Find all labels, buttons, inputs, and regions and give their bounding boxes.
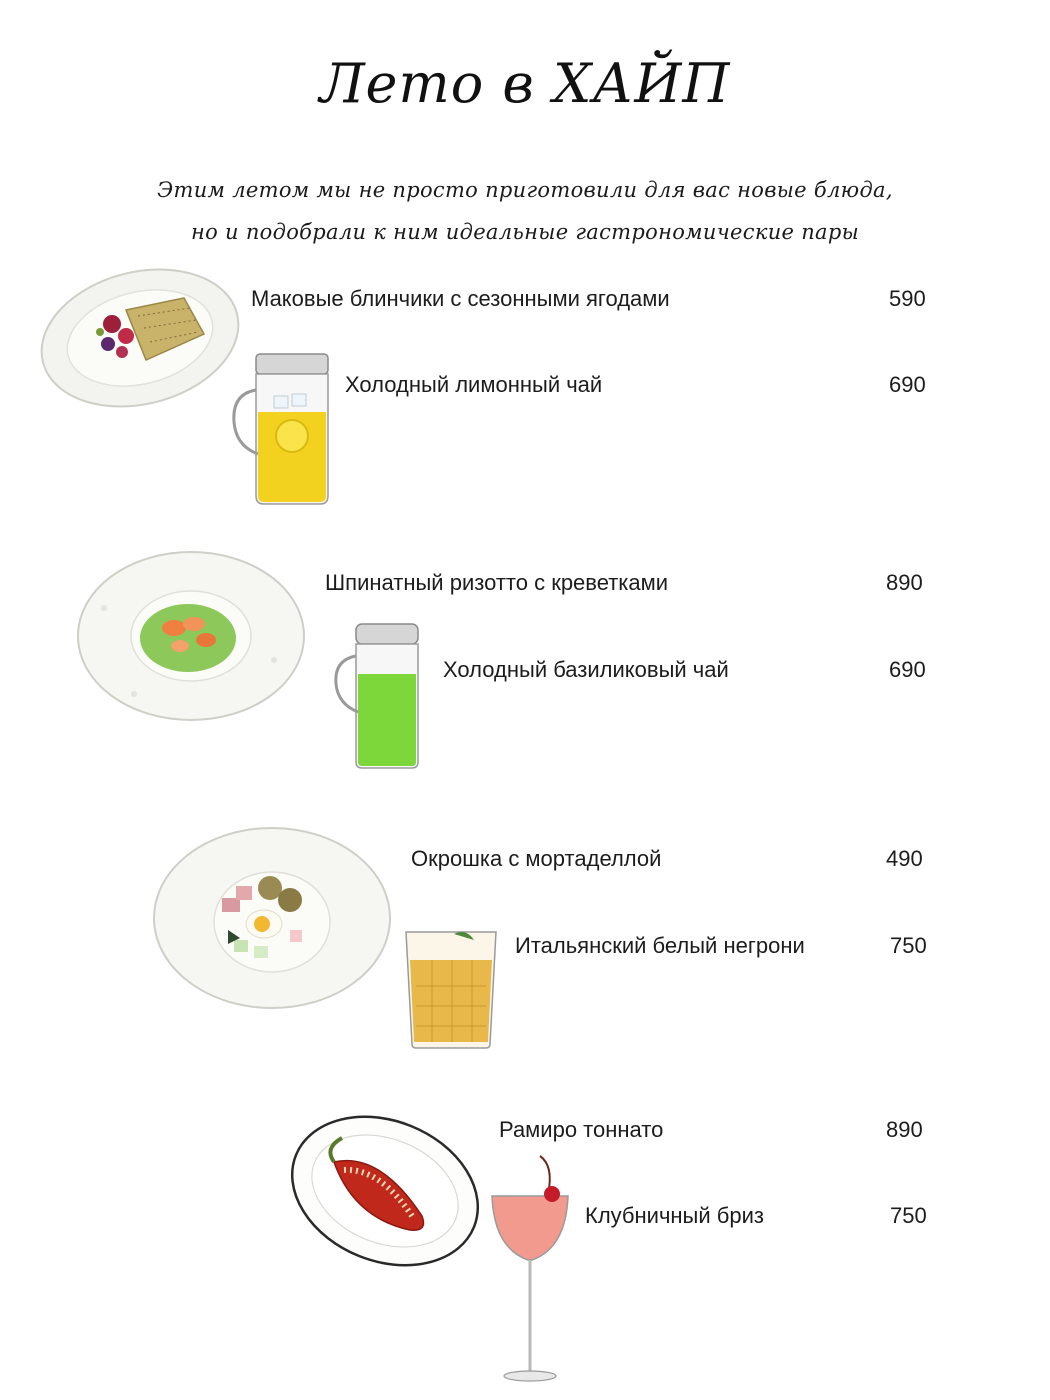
okroshka-bowl-icon [150,822,394,1014]
drink-name: Клубничный бриз [585,1203,764,1228]
negroni-glass-icon [402,926,500,1052]
menu-item-drink [585,1201,975,1231]
menu-item-dish [499,1115,969,1145]
dish-name: Окрошка с мортаделлой [411,846,662,871]
strawberry-cocktail-icon [488,1152,572,1384]
dish-name: Шпинатный ризотто с креветками [325,570,669,595]
drink-price: 750 [890,1203,927,1228]
crepes-plate-icon [34,262,246,412]
menu-item-dish [411,844,971,874]
basil-tea-jug-icon [330,620,426,772]
drink-name: Холодный лимонный чай [345,372,603,397]
ramiro-pepper-plate-icon [284,1108,486,1274]
dish-price: 890 [886,570,923,595]
menu-item-dish [251,284,951,314]
dish-price: 490 [886,846,923,871]
drink-price: 750 [890,933,927,958]
lemon-tea-jug-icon [228,350,340,508]
menu-subtitle-line-1: Этим летом мы не просто приготовили для вас новые блюда, [157,178,893,202]
menu-item-dish [325,568,975,598]
dish-price: 590 [889,286,926,311]
drink-name: Итальянский белый негрони [515,933,805,958]
menu-title: Лето в ХАЙП [319,52,731,115]
drink-price: 690 [889,372,926,397]
risotto-plate-icon [74,548,308,724]
menu-subtitle-line-2: но и подобрали к ним идеальные гастрономические пары [190,220,860,244]
menu-item-drink [443,655,963,685]
menu-item-drink [345,370,945,400]
dish-name: Маковые блинчики с сезонными ягодами [251,286,670,311]
drink-price: 690 [889,657,926,682]
drink-name: Холодный базиликовый чай [443,657,729,682]
menu-item-drink [515,931,965,961]
dish-price: 890 [886,1117,923,1142]
dish-name: Рамиро тоннато [499,1117,664,1142]
